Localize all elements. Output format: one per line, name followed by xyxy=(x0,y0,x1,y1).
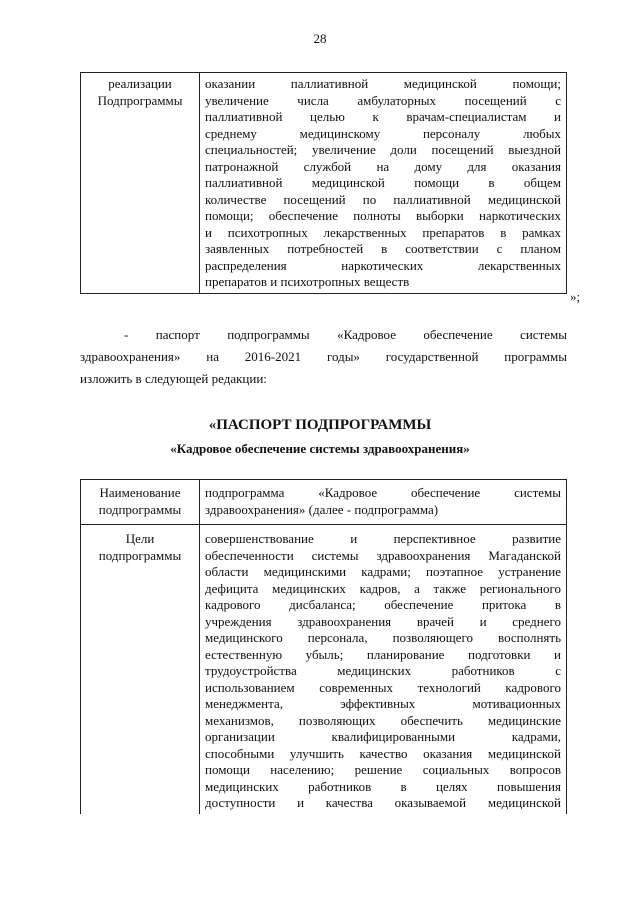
table-row xyxy=(81,73,567,294)
row-label-line: подпрограммы xyxy=(98,547,182,563)
row-label-cell xyxy=(81,480,200,525)
text-line: обеспеченности системы здравоохранения Магаданской xyxy=(205,547,561,563)
row-label-cell xyxy=(81,73,200,294)
text-line: подпрограмма «Кадровое обеспечение системы xyxy=(205,485,561,500)
text-line: естественную убыль; планирование подготовки и xyxy=(205,646,561,662)
text-line: распределения наркотических лекарственных xyxy=(205,257,561,273)
paragraph-line: здравоохранения» на 2016-2021 годы» государственной программы xyxy=(80,349,567,364)
text-line: патронажной службой на дому для оказания xyxy=(205,158,561,174)
row-value-cell xyxy=(200,480,567,525)
row-value-cell xyxy=(200,525,567,814)
row-label-line: Цели xyxy=(125,531,155,546)
text-line: менеджмента, эффективных мотивационных xyxy=(205,696,561,711)
table-row xyxy=(81,480,567,525)
text-line: области медицинскими кадрами; поэтапное устранение xyxy=(205,564,561,579)
text-line: паллиативной медицинской помощи в общем xyxy=(205,175,561,190)
text-line: организации квалифицированными кадрами, xyxy=(205,729,561,744)
row-label-cell xyxy=(81,525,200,814)
text-line: количестве посещений по паллиативной медицинской xyxy=(205,191,561,207)
table-row xyxy=(81,525,567,814)
row-value-cell xyxy=(200,73,567,294)
passport-subheading: «Кадровое обеспечение системы здравоохранения» xyxy=(170,441,470,456)
text-line: медицинских работников в целях повышения xyxy=(205,778,561,794)
subprogram-passport-table xyxy=(80,479,567,814)
row-label-line: реализации xyxy=(108,76,172,91)
text-line: заявленных потребностей в соответствии с планом xyxy=(205,241,561,256)
row-label-line: Подпрограммы xyxy=(97,92,183,108)
page-number: 28 xyxy=(313,31,327,46)
text-line: дефицита медицинских кадров, а также регионального xyxy=(205,580,561,596)
text-line: доступности и качества оказываемой медицинской xyxy=(205,795,561,810)
text-line: кадрового дисбаланса; обеспечение притока в xyxy=(205,597,561,612)
text-line: и психотропных лекарственных препаратов в рамках xyxy=(205,224,561,240)
row-label-line: подпрограммы xyxy=(98,501,182,517)
text-line: трудоустройства медицинских работников с xyxy=(205,663,561,678)
text-line: медицинского персонала, позволяющего восполнять xyxy=(205,630,561,645)
text-line: помощи; обеспечение полноты выборки наркотических xyxy=(205,208,561,223)
text-line: механизмов, позволяющих обеспечить медицинские xyxy=(205,712,561,728)
row-label-line: Наименование xyxy=(99,485,181,500)
program-passport-table-continued xyxy=(80,72,567,294)
text-line: учреждения здравоохранения врачей и среднего xyxy=(205,613,561,629)
text-line: среднему медицинскому персоналу любых xyxy=(205,125,561,141)
text-line: препаратов и психотропных веществ xyxy=(205,274,410,289)
text-line: использованием современных технологий кадрового xyxy=(205,679,561,695)
closing-quote-mark: »; xyxy=(570,289,581,304)
text-line: увеличение числа амбулаторных посещений с xyxy=(205,92,561,108)
paragraph-line: изложить в следующей редакции: xyxy=(80,371,267,386)
amendment-paragraph xyxy=(80,324,567,390)
text-line: здравоохранения» (далее - подпрограмма) xyxy=(205,501,439,517)
text-line: оказании паллиативной медицинской помощи; xyxy=(205,76,561,91)
text-line: специальностей; увеличение доли посещений выездной xyxy=(205,142,561,157)
text-line: способными улучшить качество оказания медицинской xyxy=(205,745,561,761)
paragraph-line: - паспорт подпрограммы «Кадровое обеспечение системы xyxy=(124,327,567,342)
passport-heading: «ПАСПОРТ ПОДПРОГРАММЫ xyxy=(208,417,432,433)
text-line: паллиативной целью к врачам-специалистам и xyxy=(205,109,561,124)
text-line: совершенствование и перспективное развитие xyxy=(205,531,561,546)
text-line: помощи населению; решение социальных вопросов xyxy=(205,762,561,777)
